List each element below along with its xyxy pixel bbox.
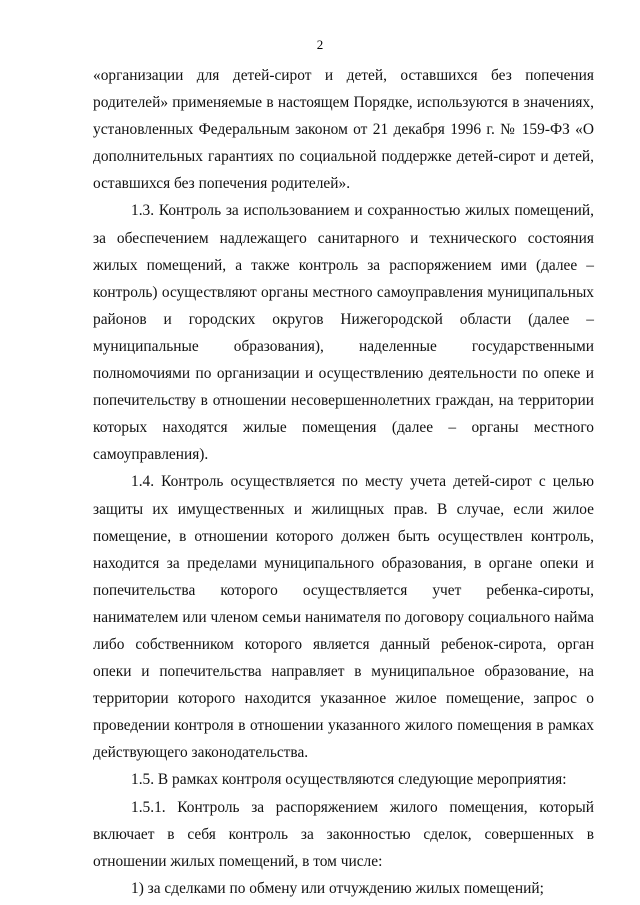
list-item-1: 1) за сделками по обмену или отчуждению жилых помещений; [131, 879, 544, 897]
page-number: 2 [316, 37, 324, 52]
paragraph-1-4: 1.4. Контроль осуществляется по месту учета детей-сирот с целью защиты их имущественных и жилищных прав. В случае, если жилое помещение, в отношении которого должен быть осуществлен контроль, находится за пределами муниципального образования, в органе опеки и попечительства которого осуществляется учет ребенка-сироты, нанимателем или членом семьи нанимателя по договору социального найма либо собственником которого является данный ребенок-сирота, орган опеки и попечительства направляет в муниципальное образование, на территории которого находится указанное жилое помещение, запрос о проведении контроля в отношении указанного жилого помещения в рамках действующего законодательства. [93, 473, 594, 762]
paragraph-1-5-1: 1.5.1. Контроль за распоряжением жилого помещения, который включает в себя контроль за законностью сделок, совершенных в отношении жилых помещений, в том числе: [93, 798, 594, 870]
paragraph-definition-continuation: «организации для детей-сирот и детей, оставшихся без попечения родителей» применяемые в настоящем Порядке, используются в значениях, установленных Федеральным законом от 21 декабря 1996 г. № 159-ФЗ «О дополнительных гарантиях по социальной поддержке детей-сирот и детей, оставшихся без попечения родителей». [93, 67, 594, 193]
paragraph-1-3: 1.3. Контроль за использованием и сохранностью жилых помещений, за обеспечением надлежащего санитарного и технического состояния жилых помещений, а также контроль за распоряжением ими (далее – контроль) осуществляют органы местного самоуправления муниципальных районов и городских округов Нижегородской области (далее – муниципальные образования), наделенные государственными полномочиями по организации и осуществлению деятельности по опеке и попечительству в отношении несовершеннолетних граждан, на территории которых находятся жилые помещения (далее – органы местного самоуправления). [93, 202, 594, 464]
paragraph-1-5: 1.5. В рамках контроля осуществляются следующие мероприятия: [131, 771, 567, 789]
document-body [93, 62, 594, 902]
